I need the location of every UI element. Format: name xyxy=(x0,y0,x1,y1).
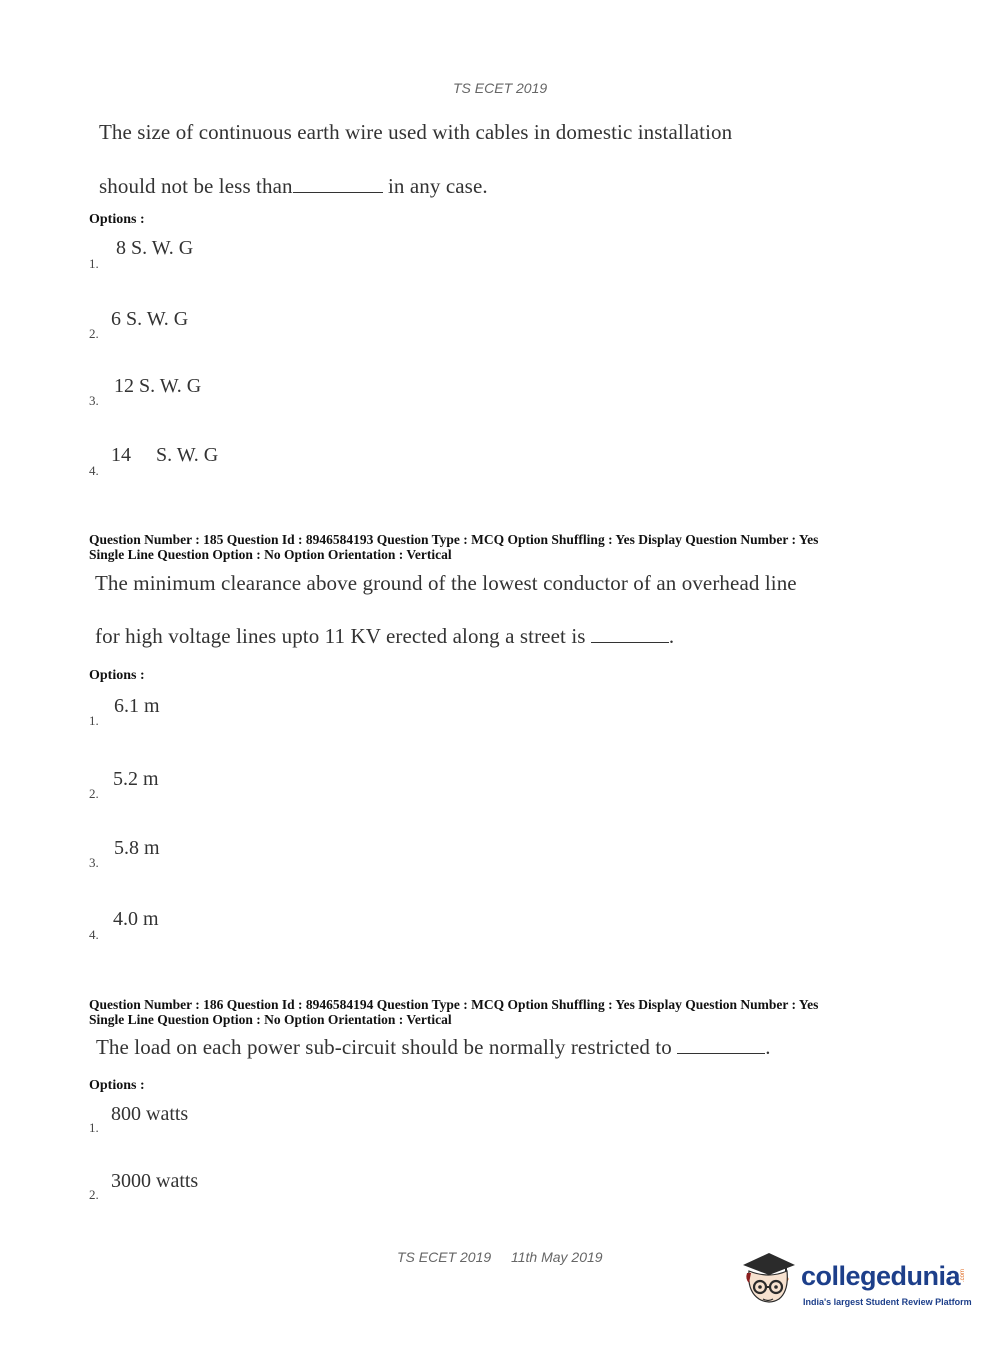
brand-logo: collegedunia xyxy=(801,1261,961,1291)
option-text: 3000 watts xyxy=(111,1170,199,1192)
question-184-line-2 xyxy=(99,174,488,199)
option-text: 14 S. W. G xyxy=(111,444,219,466)
question-text: should not be less than xyxy=(99,174,293,198)
answer-blank xyxy=(591,624,669,643)
meta-line: Question Number : 186 Question Id : 8946584194 Question Type : MCQ Option Shuffling : Yes Display Question Number : Yes xyxy=(89,997,819,1012)
answer-blank xyxy=(677,1035,765,1054)
meta-line: Single Line Question Option : No Option Orientation : Vertical xyxy=(89,1012,452,1027)
page-header: TS ECET 2019 xyxy=(453,80,548,96)
option-text: 6.1 m xyxy=(114,695,160,717)
option-number: 4. xyxy=(89,463,99,478)
option-text: 6 S. W. G xyxy=(111,308,189,330)
options-label: Options : xyxy=(89,212,145,227)
question-184-line-1: The size of continuous earth wire used with cables in domestic installation xyxy=(99,120,733,144)
brand-tagline: India's largest Student Review Platform xyxy=(803,1297,972,1307)
options-label: Options : xyxy=(89,668,145,683)
option-text: 8 S. W. G xyxy=(116,237,194,259)
option-number: 2. xyxy=(89,786,99,801)
question-text: The load on each power sub-circuit should be normally restricted to xyxy=(96,1035,672,1059)
option-number: 1. xyxy=(89,713,99,728)
question-186-line-1 xyxy=(96,1035,771,1060)
option-text: 12 S. W. G xyxy=(114,375,202,397)
question-text: . xyxy=(765,1035,771,1059)
question-185-meta xyxy=(89,532,818,562)
option-text: 5.8 m xyxy=(114,837,160,859)
option-number: 1. xyxy=(89,256,99,271)
option-number: 3. xyxy=(89,393,99,408)
question-text: for high voltage lines upto 11 KV erected along a street is xyxy=(95,624,586,648)
option-number: 3. xyxy=(89,855,99,870)
meta-line: Single Line Question Option : No Option Orientation : Vertical xyxy=(89,547,452,562)
option-text: 4.0 m xyxy=(113,908,159,930)
brand-suffix: .com xyxy=(960,1269,966,1283)
question-186-meta xyxy=(89,997,818,1027)
question-185-line-1: The minimum clearance above ground of the lowest conductor of an overhead line xyxy=(95,571,797,595)
option-number: 1. xyxy=(89,1120,99,1135)
option-text: 5.2 m xyxy=(113,768,159,790)
footer-date: 11th May 2019 xyxy=(511,1249,603,1265)
question-185-line-2 xyxy=(95,624,674,649)
question-text: in any case. xyxy=(387,174,488,198)
option-text: 800 watts xyxy=(111,1103,189,1125)
option-number: 2. xyxy=(89,326,99,341)
option-number: 4. xyxy=(89,927,99,942)
question-text: . xyxy=(668,624,675,648)
option-number: 2. xyxy=(89,1187,99,1202)
collegedunia-mascot-icon xyxy=(741,1249,797,1309)
answer-blank xyxy=(293,174,383,193)
options-label: Options : xyxy=(89,1078,145,1093)
meta-line: Question Number : 185 Question Id : 8946584193 Question Type : MCQ Option Shuffling : Yes Display Question Number : Yes xyxy=(89,532,819,547)
footer-exam: TS ECET 2019 xyxy=(397,1249,492,1265)
